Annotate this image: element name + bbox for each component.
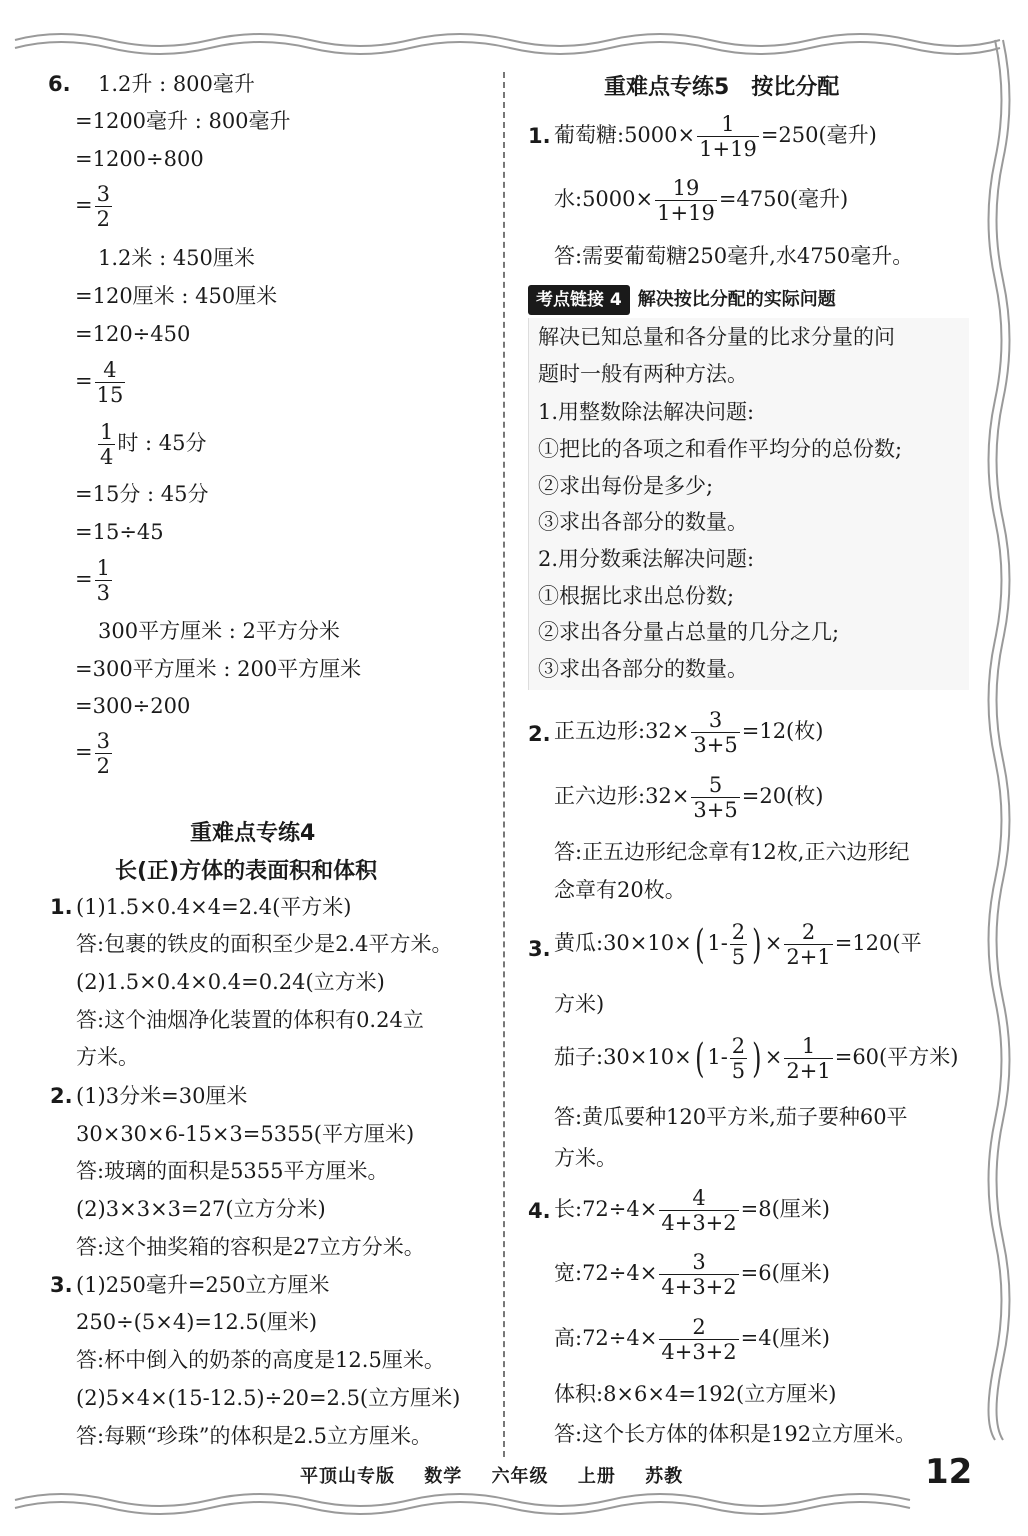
text-line: 1.2升 : 800毫升 <box>98 72 255 96</box>
footer-grade: 六年级 <box>491 1466 549 1487</box>
fraction: $\frac{19}{1+19}$ <box>657 176 715 225</box>
tip-line: ①把比的各项之和看作平均分的总份数; <box>538 437 903 461</box>
fraction: $\frac{1}{4}$ <box>100 420 114 469</box>
text-line: =15÷45 <box>75 520 164 544</box>
fraction: $\frac{2}{4+3+2}$ <box>661 1315 737 1364</box>
fraction: $\frac{3}{2}$ <box>96 729 110 778</box>
question-number: 2. <box>50 1084 73 1108</box>
page-footer <box>300 1462 705 1488</box>
tip-line: ③求出各部分的数量。 <box>538 510 748 534</box>
text-line: 答:杯中倒入的奶茶的高度是12.5厘米。 <box>76 1348 445 1372</box>
column-divider <box>503 72 505 1457</box>
section-title: 重难点专练4 <box>190 821 316 846</box>
text-line: 答:包裹的铁皮的面积至少是2.4平方米。 <box>76 932 453 956</box>
section-title: 重难点专练5 按比分配 <box>604 75 840 100</box>
text-line: 念章有20枚。 <box>554 878 686 902</box>
tip-title: 解决按比分配的实际问题 <box>637 289 836 310</box>
text-line: 答:黄瓜要种120平方米,茄子要种60平 <box>554 1105 908 1129</box>
text-line: 方米) <box>554 992 605 1016</box>
text-line: =300÷200 <box>75 694 191 718</box>
fraction: $\frac{1}{1+19}$ <box>699 112 757 161</box>
fraction: $\frac{3}{3+5}$ <box>693 708 738 757</box>
tip-line: 2.用分数乘法解决问题: <box>538 547 755 571</box>
question-number: 1. <box>50 895 73 919</box>
fraction-line: 长:72÷4× $\frac{4}{4+3+2}$ =8(厘米) <box>554 1186 830 1235</box>
text-line: 250÷(5×4)=12.5(厘米) <box>76 1310 318 1334</box>
fraction-line: 茄子:30×10×( 1- $\frac{2}{5}$ ) × $\frac{1}{2+1}$ =60(平方米) <box>554 1034 959 1083</box>
text-line: 答:这个油烟净化装置的体积有0.24立 <box>76 1008 424 1032</box>
text-line: 1.2米 : 450厘米 <box>98 246 255 270</box>
tip-line: 1.用整数除法解决问题: <box>538 400 755 424</box>
tip-header <box>528 284 836 315</box>
text-line: 答:玻璃的面积是5355平方厘米。 <box>76 1159 389 1183</box>
text-line: =120厘米 : 450厘米 <box>75 284 278 308</box>
text-line: (1)1.5×0.4×4=2.4(平方米) <box>76 895 352 919</box>
footer-subject: 数学 <box>424 1466 463 1487</box>
fraction-line: 葡萄糖:5000× $\frac{1}{1+19}$ =250(毫升) <box>554 112 877 161</box>
text-line: (1)3分米=30厘米 <box>76 1084 248 1108</box>
fraction-line: = $\frac{3}{2}$ <box>75 729 110 778</box>
fraction: $\frac{4}{15}$ <box>96 358 124 407</box>
text-line: 答:这个抽奖箱的容积是27立方分米。 <box>76 1235 425 1259</box>
fraction-line: 黄瓜:30×10×( 1- $\frac{2}{5}$ ) × $\frac{2}{2+1}$ =120(平 <box>554 920 922 969</box>
question-number: 6. <box>48 72 71 96</box>
fraction: $\frac{1}{3}$ <box>96 556 110 605</box>
fraction: $\frac{2}{2+1}$ <box>786 920 831 969</box>
question-number: 1. <box>528 124 551 148</box>
footer-publisher: 苏教 <box>645 1466 684 1487</box>
tip-line: ③求出各部分的数量。 <box>538 657 748 681</box>
fraction: $\frac{2}{5}$ <box>731 920 746 969</box>
fraction-line: 水:5000× $\frac{19}{1+19}$ =4750(毫升) <box>554 176 849 225</box>
fraction-line: 高:72÷4× $\frac{2}{4+3+2}$ =4(厘米) <box>554 1315 830 1364</box>
text-line: =1200÷800 <box>75 147 204 171</box>
text-line: (2)3×3×3=27(立方分米) <box>76 1197 326 1221</box>
fraction-line: 正六边形:32× $\frac{5}{3+5}$ =20(枚) <box>554 773 824 822</box>
section-subtitle: 长(正)方体的表面积和体积 <box>115 859 378 884</box>
tip-line: 解决已知总量和各分量的比求分量的问 <box>538 325 895 349</box>
text-line: =300平方厘米 : 200平方厘米 <box>75 657 362 681</box>
page-number: 12 <box>925 1452 973 1492</box>
question-number: 2. <box>528 722 551 746</box>
fraction: $\frac{5}{3+5}$ <box>693 773 738 822</box>
text-line: 方米。 <box>76 1045 139 1069</box>
text-line: =1200毫升 : 800毫升 <box>75 109 291 133</box>
tip-line: ②求出各分量占总量的几分之几; <box>538 620 840 644</box>
text-line: 答:正五边形纪念章有12枚,正六边形纪 <box>554 840 910 864</box>
footer-edition: 平顶山专版 <box>300 1466 395 1487</box>
footer-volume: 上册 <box>577 1466 616 1487</box>
fraction-line: 宽:72÷4× $\frac{3}{4+3+2}$ =6(厘米) <box>554 1250 830 1299</box>
fraction: $\frac{4}{4+3+2}$ <box>661 1186 737 1235</box>
question-number: 3. <box>50 1273 73 1297</box>
fraction-line: $\frac{1}{4}$ 时 : 45分 <box>100 420 207 469</box>
fraction-line: 正五边形:32× $\frac{3}{3+5}$ =12(枚) <box>554 708 824 757</box>
text-line: 300平方厘米 : 2平方分米 <box>98 619 340 643</box>
text-line: 答:这个长方体的体积是192立方厘米。 <box>554 1422 917 1446</box>
question-number: 4. <box>528 1199 551 1223</box>
tip-badge: 考点链接 4 <box>528 285 630 315</box>
text-line: 方米。 <box>554 1146 617 1170</box>
text-line: (2)5×4×(15-12.5)÷20=2.5(立方厘米) <box>76 1386 461 1410</box>
question-number: 3. <box>528 937 551 961</box>
text-line: 答:需要葡萄糖250毫升,水4750毫升。 <box>554 244 914 268</box>
fraction: $\frac{3}{4+3+2}$ <box>661 1250 737 1299</box>
fraction-line: = $\frac{4}{15}$ <box>75 358 124 407</box>
tip-line: 题时一般有两种方法。 <box>538 362 748 386</box>
text-line: (1)250毫升=250立方厘米 <box>76 1273 330 1297</box>
text-line: 答:每颗“珍珠”的体积是2.5立方厘米。 <box>76 1424 432 1448</box>
text-line: 30×30×6-15×3=5355(平方厘米) <box>76 1122 415 1146</box>
text-line: (2)1.5×0.4×0.4=0.24(立方米) <box>76 970 385 994</box>
fraction: $\frac{2}{5}$ <box>731 1034 746 1083</box>
tip-line: ②求出每份是多少; <box>538 474 714 498</box>
fraction: $\frac{1}{2+1}$ <box>786 1034 831 1083</box>
text-line: 体积:8×6×4=192(立方厘米) <box>554 1382 837 1406</box>
fraction-line: = $\frac{1}{3}$ <box>75 556 110 605</box>
fraction-line: = $\frac{3}{2}$ <box>75 182 110 231</box>
text-line: =15分 : 45分 <box>75 482 209 506</box>
fraction: $\frac{3}{2}$ <box>96 182 110 231</box>
tip-line: ①根据比求出总份数; <box>538 584 735 608</box>
text-line: =120÷450 <box>75 322 191 346</box>
